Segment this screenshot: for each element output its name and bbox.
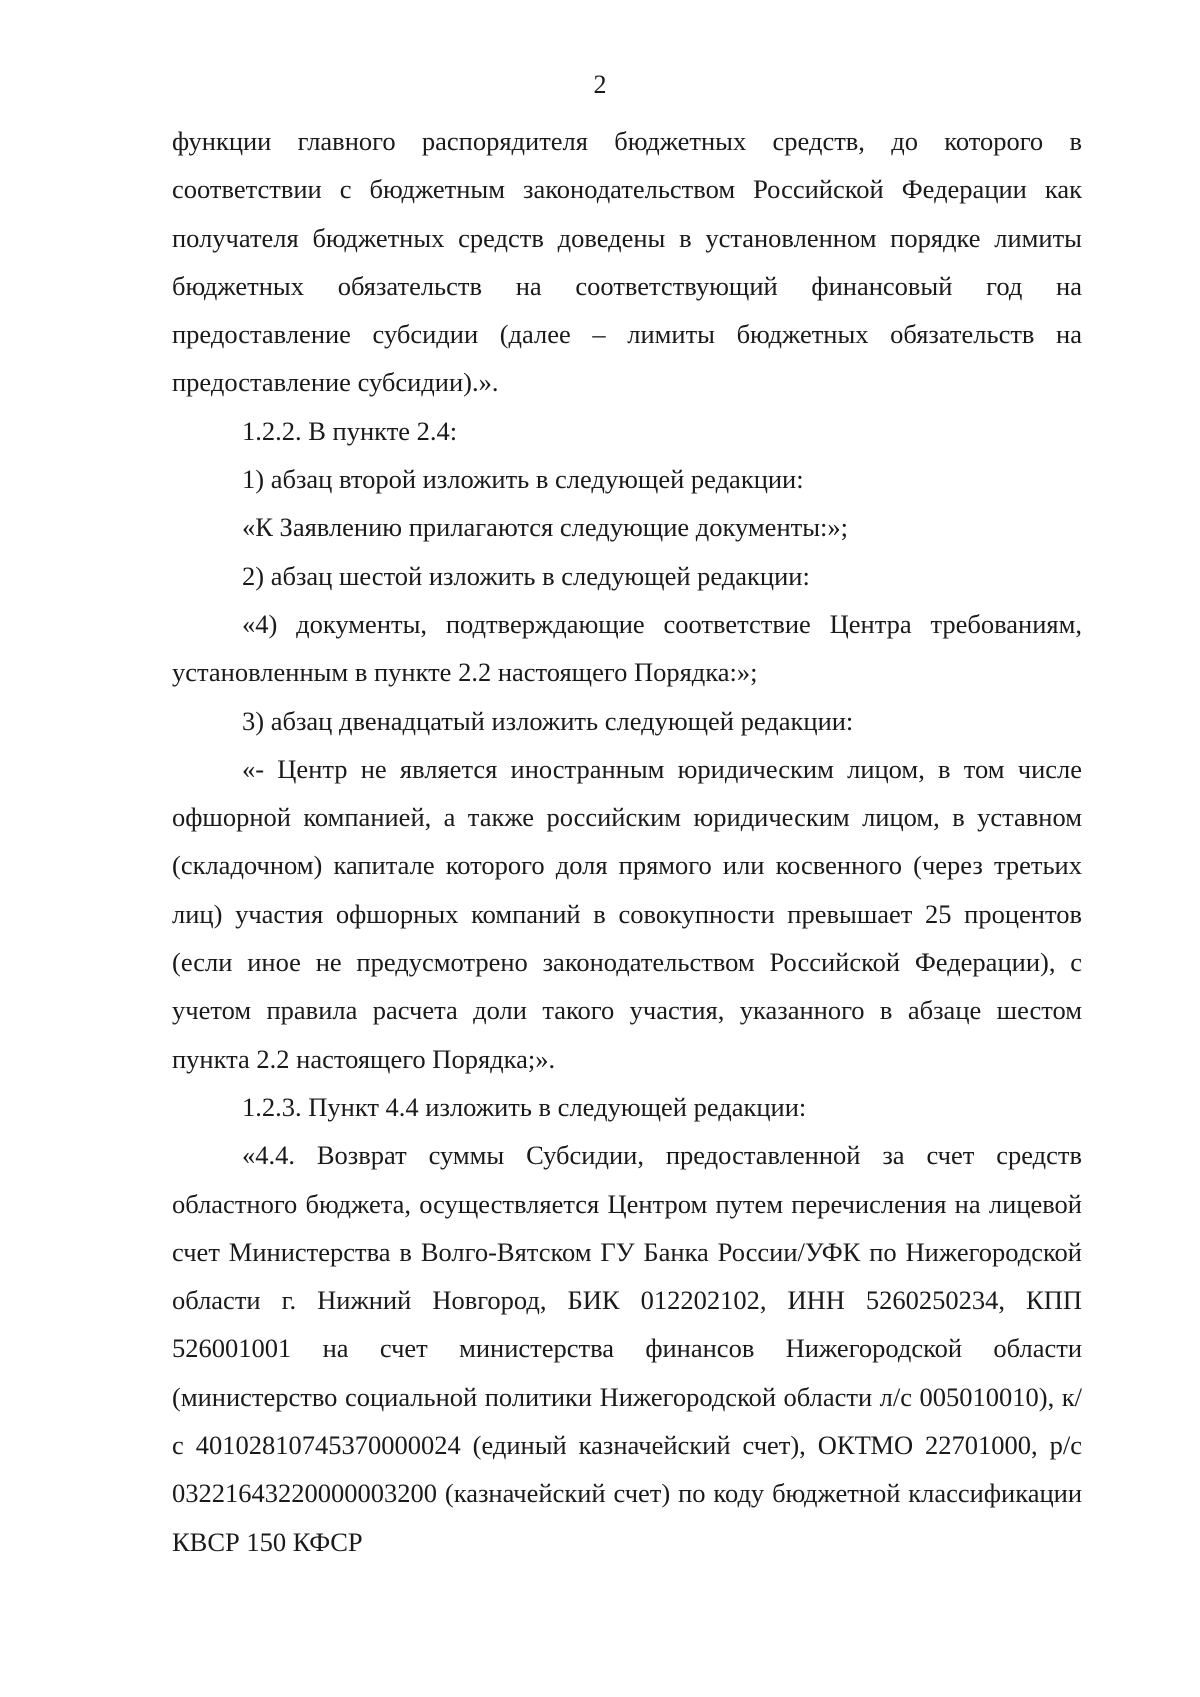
paragraph-quote-refund: «4.4. Возврат суммы Субсидии, предоставленной за счет средств областного бюджета, осуществляется Центром путем перечисления на лицевой счет Министерства в Волго-Вятском ГУ Банка России/УФК по Нижегородской области г. Нижний Новгород, БИК 012202102, ИНН 5260250234, КПП 526001001 на счет министерства финансов Нижегородской области (министерство социальной политики Нижегородской области л/с 005010010), к/с 40102810745370000024 (единый казначейский счет), ОКТМО 22701000, р/с 03221643220000003200 (казначейский счет) по коду бюджетной классификации КВСР 150 КФСР xyxy=(172,1140,1082,1557)
paragraph-continuation: функции главного распорядителя бюджетных средств, до которого в соответствии с бюджетным законодательством Российской Федерации как получателя бюджетных средств доведены в установленном порядке лимиты бюджетных обязательств на соответствующий финансовый год на предоставление субсидии (далее – лимиты бюджетных обязательств на предоставление субсидии).». xyxy=(172,126,1082,398)
paragraph-quote-attachments: «К Заявлению прилагаются следующие документы:»; xyxy=(242,512,848,543)
paragraph-quote-documents: «4) документы, подтверждающие соответствие Центра требованиям, установленным в пункте 2.2 настоящего Порядка:»; xyxy=(172,608,1082,688)
paragraph-item-3: 3) абзац двенадцатый изложить следующей редакции: xyxy=(242,705,854,736)
paragraph-clause-1-2-2: 1.2.2. В пункте 2.4: xyxy=(242,415,458,446)
paragraph-quote-offshore: «- Центр не является иностранным юридическим лицом, в том числе офшорной компанией, а также российским юридическим лицом, в уставном (складочном) капитале которого доля прямого или косвенного (через третьих лиц) участия офшорных компаний в совокупности превышает 25 процентов (если иное не предусмотрено законодательством Российской Федерации), с учетом правила расчета доли такого участия, указанного в абзаце шестом пункта 2.2 настоящего Порядка;». xyxy=(172,753,1082,1074)
document-body xyxy=(172,117,1082,1566)
page-number: 2 xyxy=(593,70,607,99)
paragraph-item-2: 2) абзац шестой изложить в следующей редакции: xyxy=(242,560,810,591)
paragraph-item-1: 1) абзац второй изложить в следующей редакции: xyxy=(242,464,804,495)
paragraph-clause-1-2-3: 1.2.3. Пункт 4.4 изложить в следующей редакции: xyxy=(242,1091,807,1122)
